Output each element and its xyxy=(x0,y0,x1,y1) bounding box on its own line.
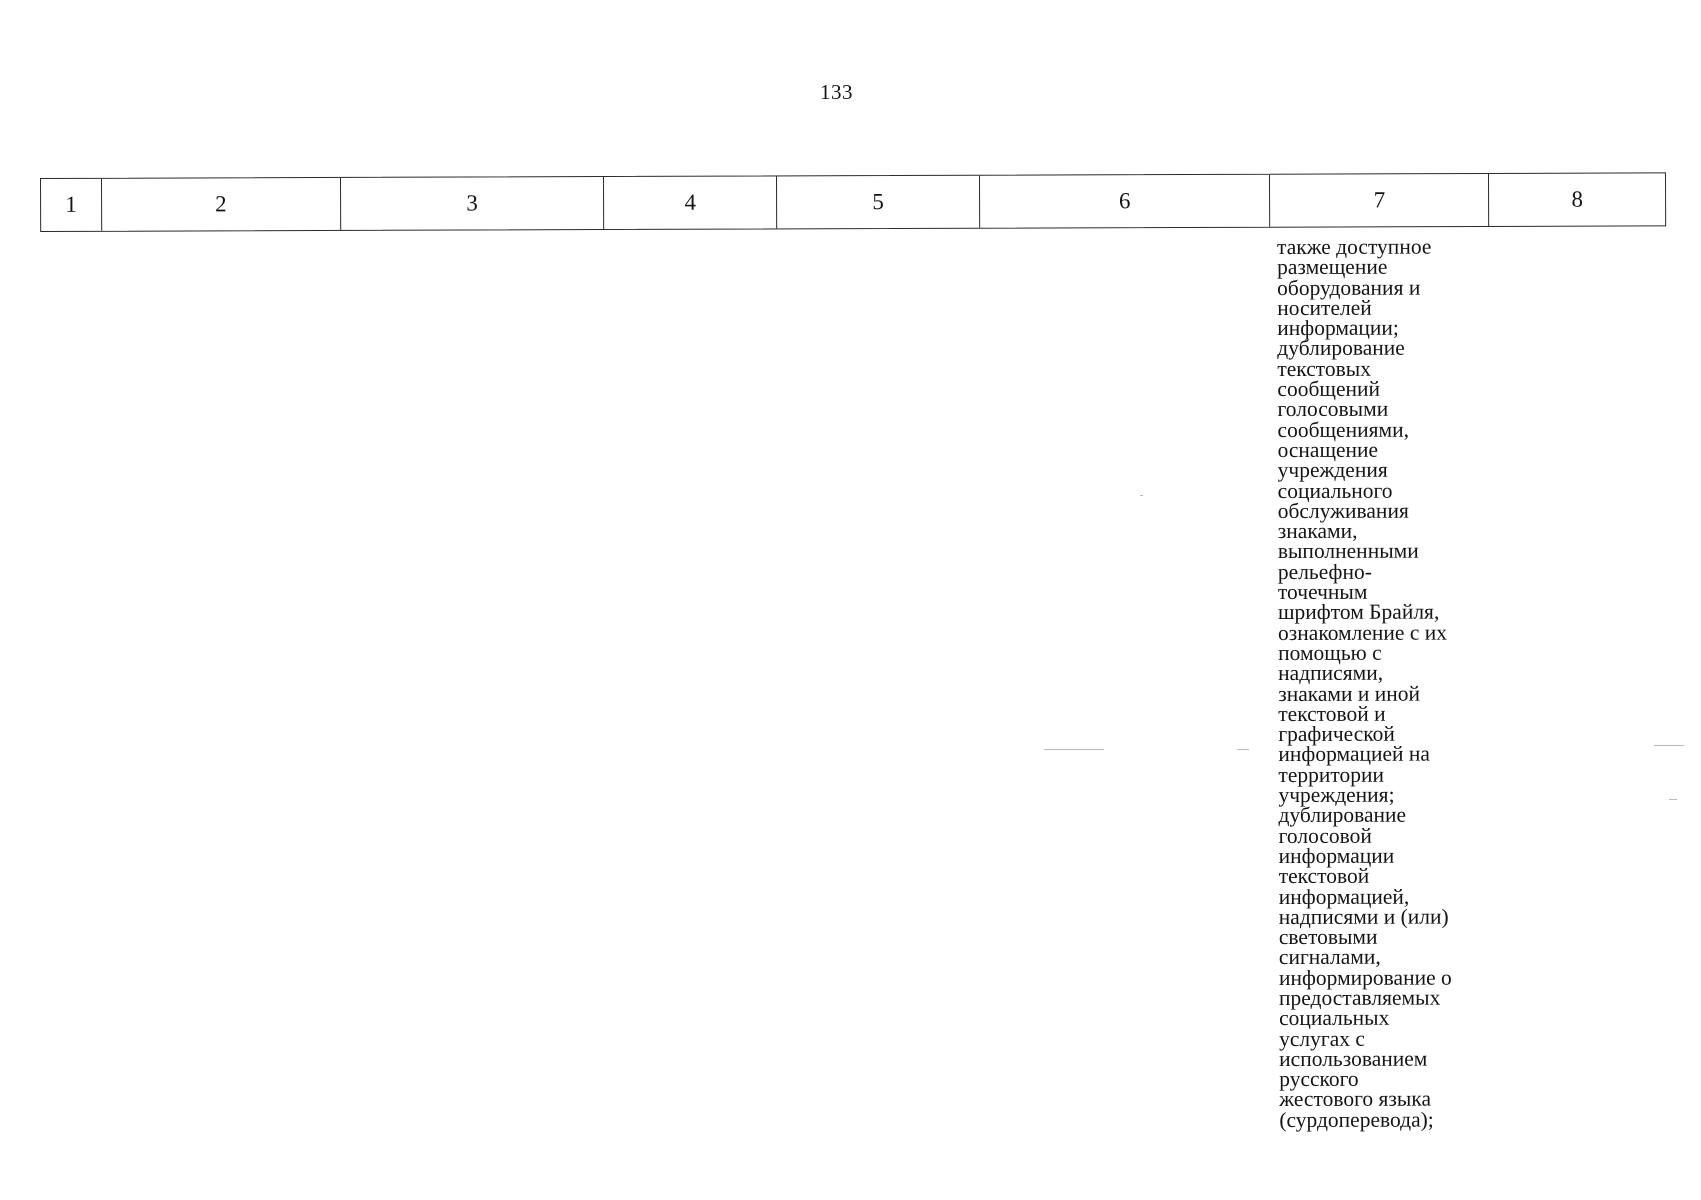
header-cell-6: 6 xyxy=(980,175,1271,228)
column-7-text-line: информирование о xyxy=(1278,965,1452,990)
column-7-text-line: обслуживания xyxy=(1277,498,1409,523)
column-7-text-line: сообщений xyxy=(1277,376,1381,402)
column-7-text-line: услугах с xyxy=(1279,1026,1365,1051)
column-7-text-line: территории xyxy=(1278,762,1385,787)
column-7-text-line: дублирование xyxy=(1277,336,1405,361)
column-7-text-line: выполненными xyxy=(1277,539,1419,564)
scan-speck xyxy=(1044,749,1104,750)
column-7-text-line: сигналами, xyxy=(1278,945,1381,970)
scan-speck xyxy=(1654,745,1684,746)
column-7-text-line: сообщениями, xyxy=(1277,417,1410,442)
column-7-text-line: рельефно- xyxy=(1277,559,1372,584)
column-7-text-line: надписями и (или) xyxy=(1278,904,1449,929)
column-7-text-line: использованием xyxy=(1279,1046,1428,1071)
column-7-text-line: надписями, xyxy=(1278,660,1384,686)
column-7-text-line: текстовых xyxy=(1277,356,1371,381)
column-7-text-line: информации; xyxy=(1277,315,1399,341)
column-7-text-line: социального xyxy=(1277,478,1393,503)
column-7-text-line: также доступное xyxy=(1276,234,1432,259)
column-7-text-line: точечным xyxy=(1277,579,1368,605)
header-cell-2: 2 xyxy=(102,178,341,231)
column-7-text-line: носителей xyxy=(1277,295,1372,320)
column-7-text-line: текстовой и xyxy=(1278,701,1386,726)
column-7-text-line: информацией на xyxy=(1278,742,1430,767)
column-7-text-line: шрифтом Брайля, xyxy=(1277,599,1440,625)
column-7-text-line: дублирование xyxy=(1278,802,1407,828)
scan-speck xyxy=(1669,799,1677,800)
header-cell-8: 8 xyxy=(1571,186,1583,212)
header-cell-3: 3 xyxy=(341,177,605,230)
header-cell-4: 4 xyxy=(604,176,777,229)
column-7-text-line: знаками, xyxy=(1277,518,1358,544)
column-7-text-line: информацией, xyxy=(1278,884,1410,909)
header-cell-1: 1 xyxy=(41,179,102,231)
column-7-text-line: русского xyxy=(1279,1066,1359,1092)
scan-speck xyxy=(1140,495,1143,496)
column-7-text-line: социальных xyxy=(1279,1005,1390,1031)
header-cell-7: 7 xyxy=(1270,174,1489,227)
column-7-text-line: оборудования и xyxy=(1277,275,1421,300)
column-7-text-line: голосовыми xyxy=(1277,397,1389,422)
column-7-text-line: графической xyxy=(1278,721,1395,747)
column-7-text-line: жестового языка xyxy=(1279,1087,1432,1112)
column-7-text-line: текстовой xyxy=(1278,863,1370,889)
header-cell-5: 5 xyxy=(777,176,980,229)
column-7-text-line: учреждения; xyxy=(1278,782,1395,808)
page-number: 133 xyxy=(820,80,853,104)
column-7-text-line: помощью с xyxy=(1278,640,1382,665)
column-7-text-block xyxy=(1277,236,1509,1130)
column-7-text-line: голосовой xyxy=(1278,823,1372,848)
column-7-text-line: (сурдоперевода); xyxy=(1279,1107,1434,1132)
column-7-text-line: знаками и иной xyxy=(1278,681,1421,706)
column-7-text-line: информации xyxy=(1278,843,1395,868)
column-7-text-line: ознакомление с их xyxy=(1278,620,1448,645)
column-7-text-line: световыми xyxy=(1278,924,1378,950)
scan-speck xyxy=(1237,749,1249,750)
column-7-text-line: учреждения xyxy=(1277,457,1388,483)
column-7-text-line: оснащение xyxy=(1277,437,1379,462)
column-7-text-line: размещение xyxy=(1277,255,1388,280)
column-number-header-row xyxy=(40,172,1666,232)
column-7-text-line: предоставляемых xyxy=(1278,985,1441,1010)
